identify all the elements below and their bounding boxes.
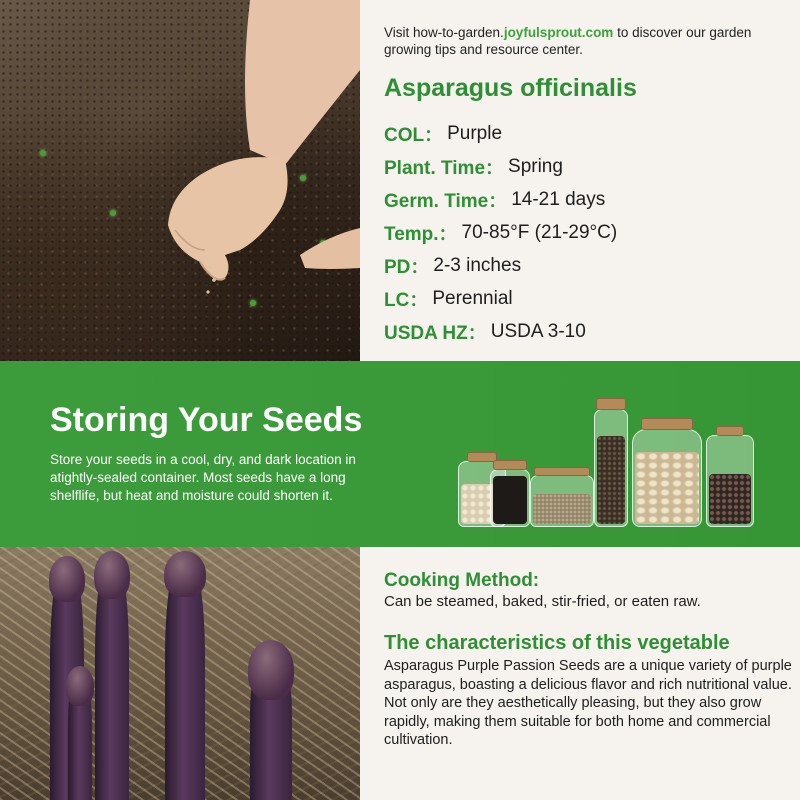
site-link[interactable]: joyfulsprout.com bbox=[503, 25, 614, 40]
jar-icon bbox=[706, 435, 754, 527]
jar-icon bbox=[490, 469, 530, 527]
jar-icon bbox=[530, 475, 594, 527]
spec-value: 70-85°F (21-29°C) bbox=[461, 221, 618, 243]
storing-text: Store your seeds in a cool, dry, and dark location in atightly-sealed container. Most seeds have a long shelflife, but heat and moisture could shorten it. bbox=[50, 452, 356, 503]
spec-key: LC： bbox=[384, 290, 429, 311]
spec-value: 14-21 days bbox=[511, 188, 606, 210]
seed-jars-image bbox=[458, 387, 758, 527]
spec-row-color bbox=[384, 117, 784, 150]
purple-asparagus-photo bbox=[0, 547, 360, 800]
spec-row-usda-zone bbox=[384, 315, 784, 348]
seed-info-panel bbox=[384, 24, 784, 348]
jar-icon bbox=[594, 409, 628, 527]
spec-value: Spring bbox=[508, 155, 563, 177]
spec-value: USDA 3-10 bbox=[490, 320, 586, 342]
spec-key: Germ. Time： bbox=[384, 191, 508, 212]
spec-value: Purple bbox=[447, 122, 503, 144]
species-title: Asparagus officinalis bbox=[384, 74, 637, 102]
visit-prefix: Visit how-to-garden. bbox=[384, 25, 504, 40]
characteristics-text: Asparagus Purple Passion Seeds are a unique variety of purple asparagus, boasting a delicious flavor and rich nutritional value. Not only are they aesthetically pleasing, but they also grow rapidly, making them suitable for both home and commercial cultivation. bbox=[384, 658, 792, 748]
visit-note bbox=[384, 24, 784, 58]
spec-row-temp bbox=[384, 216, 784, 249]
storing-title: Storing Your Seeds bbox=[50, 401, 363, 439]
spec-key: USDA HZ： bbox=[384, 323, 487, 344]
spec-key: PD： bbox=[384, 257, 430, 278]
spec-key: Plant. Time： bbox=[384, 158, 505, 179]
spec-row-planting-depth bbox=[384, 249, 784, 282]
spec-row-life-cycle bbox=[384, 282, 784, 315]
spec-row-germ-time bbox=[384, 183, 784, 216]
spec-key: COL： bbox=[384, 125, 444, 146]
characteristics-section bbox=[384, 632, 794, 750]
characteristics-title: The characteristics of this vegetable bbox=[384, 632, 730, 654]
cooking-method-section bbox=[384, 570, 784, 611]
spec-value: Perennial bbox=[432, 287, 513, 309]
cooking-text: Can be steamed, baked, stir-fried, or eaten raw. bbox=[384, 593, 701, 610]
spec-key: Temp.： bbox=[384, 224, 458, 245]
spec-row-plant-time bbox=[384, 150, 784, 183]
cooking-title: Cooking Method: bbox=[384, 570, 540, 591]
visit-suffix: to discover our garden growing tips and resource center. bbox=[384, 25, 752, 57]
soil-hand-photo bbox=[0, 0, 360, 361]
storing-seeds-band bbox=[0, 361, 800, 547]
spec-value: 2-3 inches bbox=[433, 254, 522, 276]
jar-icon bbox=[632, 429, 702, 527]
spec-list bbox=[384, 117, 784, 348]
